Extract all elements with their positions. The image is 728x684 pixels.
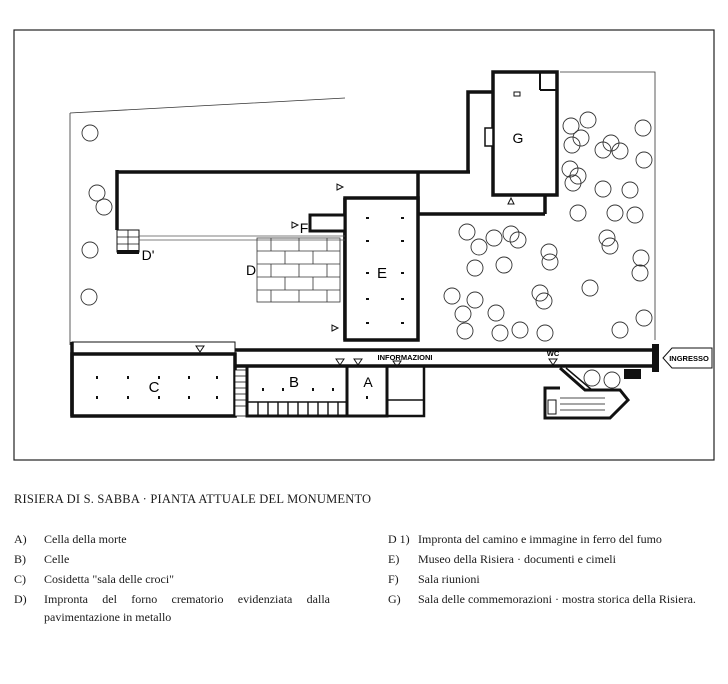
legend-key: B) (14, 552, 26, 566)
legend-text: Impronta del forno crematorio evidenziata dalla pavimentazione in metallo (44, 592, 330, 624)
label-a: A (363, 374, 373, 390)
label-g: G (512, 130, 524, 146)
stair-cb (235, 370, 247, 416)
legend-item (14, 530, 330, 548)
room-f (310, 215, 345, 231)
label-d-prime: D' (141, 247, 155, 263)
legend-right (388, 530, 706, 610)
chimney-d-prime (117, 230, 139, 254)
legend-item (388, 550, 706, 568)
caption-title: RISIERA DI S. SABBA · PIANTA ATTUALE DEL MONUMENTO (14, 492, 372, 506)
legend-item (388, 570, 706, 588)
label-wc: WC (546, 349, 560, 358)
legend-key: F) (388, 572, 399, 586)
legend-key: C) (14, 572, 26, 586)
legend-item (14, 590, 330, 626)
label-d: D (245, 262, 257, 278)
label-b: B (288, 374, 300, 391)
legend-item (388, 530, 706, 548)
crematorium-footprint (257, 238, 340, 302)
legend-key: G) (388, 592, 401, 606)
legend-key: D) (14, 592, 27, 606)
label-f: F (299, 220, 309, 236)
legend-text: Impronta del camino e immagine in ferro del fumo (418, 532, 662, 546)
legend-key: E) (388, 552, 400, 566)
legend-text: Sala delle commemorazioni · mostra storica della Risiera. (418, 592, 696, 606)
legend-text: Cella della morte (44, 532, 127, 546)
legend-key: D 1) (388, 532, 410, 546)
legend-key: A) (14, 532, 27, 546)
room-east-a (387, 366, 424, 416)
legend-text: Sala riunioni (418, 572, 480, 586)
legend-item (388, 590, 706, 608)
legend-item (14, 550, 330, 568)
marker-wc (549, 359, 557, 365)
legend-text: Cosidetta "sala delle croci" (44, 572, 175, 586)
wc-building (545, 368, 640, 418)
legend-item (14, 570, 330, 588)
legend-left (14, 530, 330, 628)
legend-text: Celle (44, 552, 70, 566)
label-informazioni: INFORMAZIONI (377, 353, 433, 362)
label-e: E (376, 265, 388, 282)
marker-f (292, 222, 298, 228)
label-c: C (148, 379, 160, 396)
legend-text: Museo della Risiera · documenti e cimeli (418, 552, 616, 566)
label-ingresso: INGRESSO (669, 354, 709, 363)
